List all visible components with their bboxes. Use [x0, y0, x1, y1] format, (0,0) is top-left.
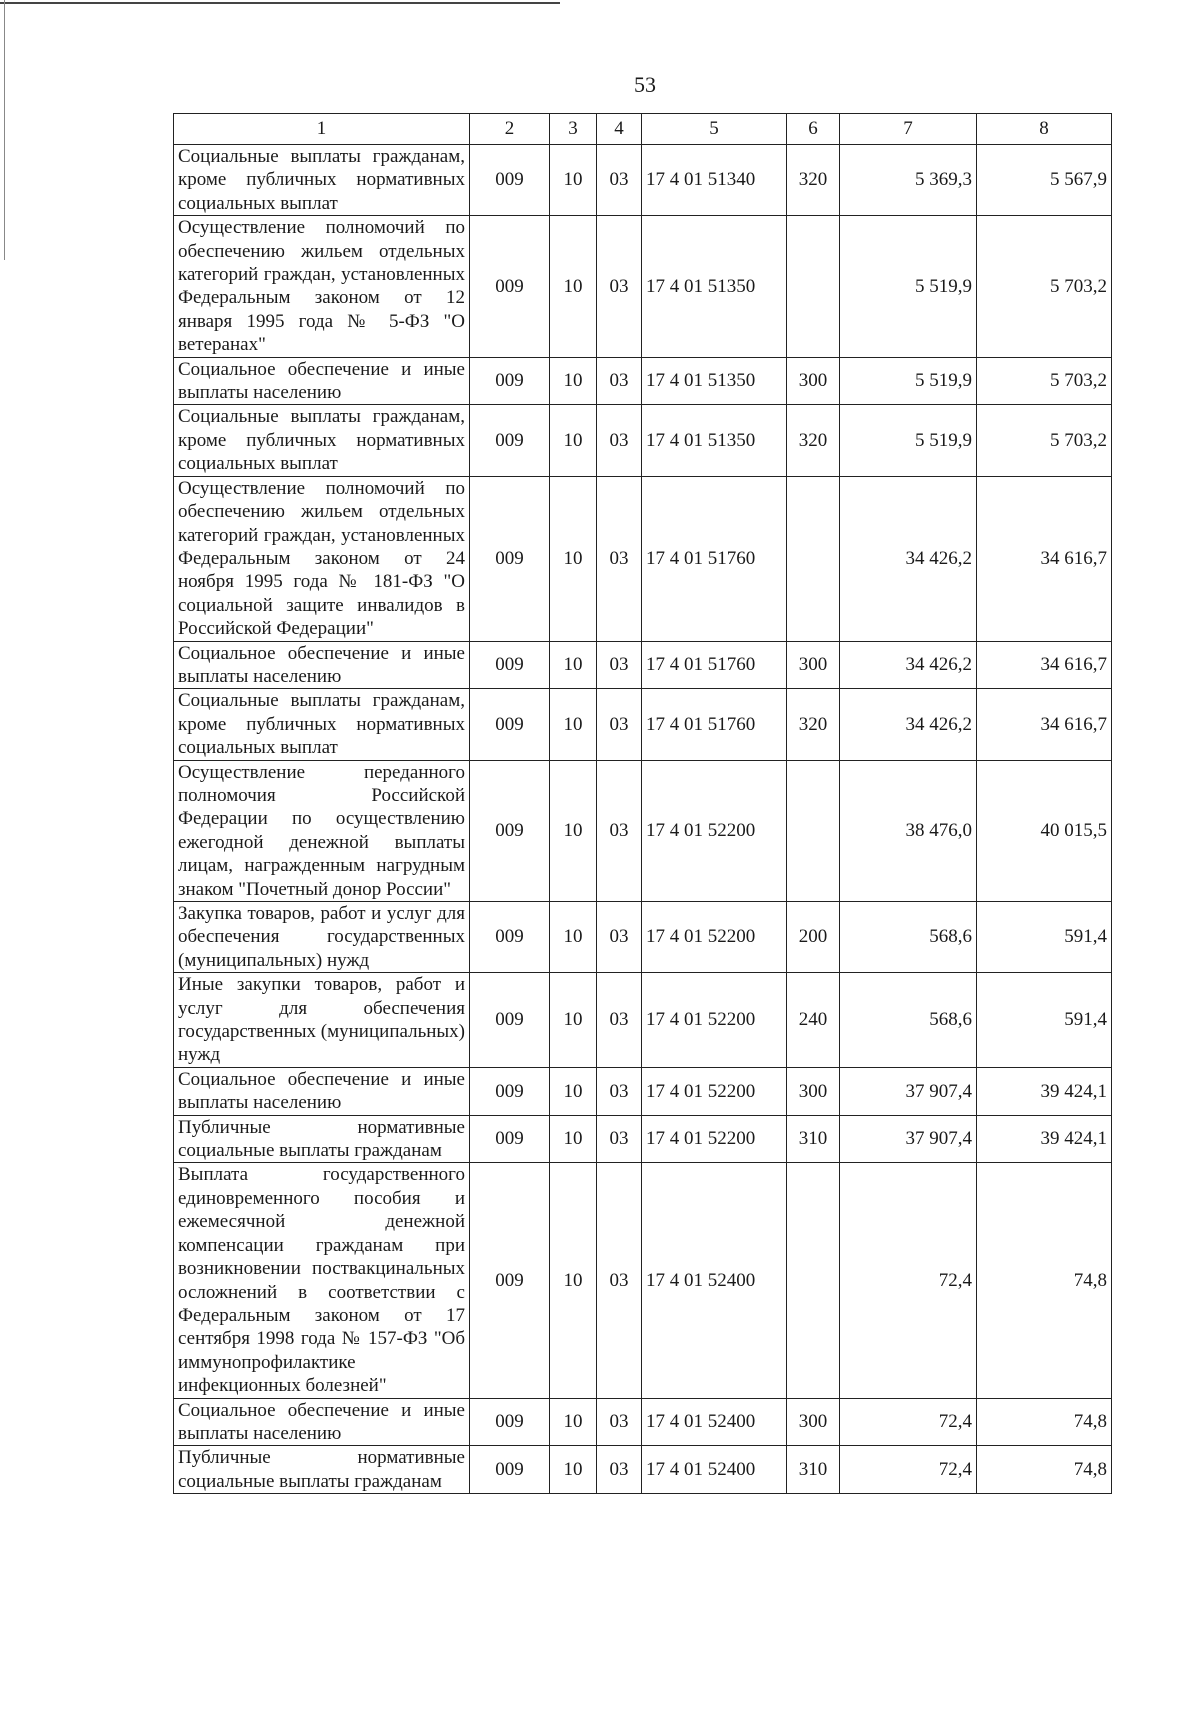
cell-admin-code: 009 [470, 1067, 550, 1115]
column-header: 4 [597, 114, 642, 145]
cell-target-article: 17 4 01 51760 [642, 476, 787, 641]
row-name-cell: Осуществление полномочий по обеспечению жильем отдельных категорий граждан, установленных Федеральным законом от 24 ноября 1995 года № 181-ФЗ "О социальной защите инвалидов в Российской Федерации" [174, 476, 470, 641]
cell-subsection: 03 [597, 641, 642, 689]
cell-admin-code: 009 [470, 689, 550, 760]
cell-admin-code: 009 [470, 1446, 550, 1494]
row-name-cell: Социальное обеспечение и иные выплаты населению [174, 641, 470, 689]
row-name-cell: Социальное обеспечение и иные выплаты населению [174, 357, 470, 405]
row-name-cell: Социальное обеспечение и иные выплаты населению [174, 1067, 470, 1115]
row-name-cell: Публичные нормативные социальные выплаты гражданам [174, 1446, 470, 1494]
cell-target-article: 17 4 01 52200 [642, 973, 787, 1068]
cell-section: 10 [550, 1446, 597, 1494]
cell-section: 10 [550, 641, 597, 689]
cell-subsection: 03 [597, 760, 642, 901]
cell-section: 10 [550, 973, 597, 1068]
cell-section: 10 [550, 405, 597, 476]
table-row [174, 1115, 1112, 1163]
cell-amount-year2: 34 616,7 [977, 476, 1112, 641]
table-row [174, 973, 1112, 1068]
table-row [174, 902, 1112, 973]
cell-admin-code: 009 [470, 1398, 550, 1446]
column-header: 2 [470, 114, 550, 145]
row-name-cell: Выплата государственного единовременного пособия и ежемесячной денежной компенсации гражданам при возникновении поствакцинальных осложнений в соответствии с Федеральным законом от 17 сентября 1998 года № 157-ФЗ "Об иммунопрофилактике инфекционных болезней" [174, 1163, 470, 1398]
cell-target-article: 17 4 01 52200 [642, 1115, 787, 1163]
cell-target-article: 17 4 01 51760 [642, 641, 787, 689]
cell-amount-year1: 568,6 [840, 973, 977, 1068]
cell-expense-type [787, 216, 840, 357]
row-name-cell: Социальные выплаты гражданам, кроме публичных нормативных социальных выплат [174, 145, 470, 216]
cell-subsection: 03 [597, 1067, 642, 1115]
cell-amount-year2: 74,8 [977, 1398, 1112, 1446]
cell-section: 10 [550, 902, 597, 973]
table-row [174, 405, 1112, 476]
cell-expense-type: 240 [787, 973, 840, 1068]
cell-amount-year2: 74,8 [977, 1446, 1112, 1494]
cell-amount-year1: 72,4 [840, 1163, 977, 1398]
cell-expense-type [787, 760, 840, 901]
cell-amount-year1: 568,6 [840, 902, 977, 973]
table-row [174, 357, 1112, 405]
cell-amount-year2: 5 703,2 [977, 357, 1112, 405]
row-name-cell: Публичные нормативные социальные выплаты гражданам [174, 1115, 470, 1163]
table-header-row [174, 114, 1112, 145]
cell-amount-year2: 591,4 [977, 902, 1112, 973]
cell-target-article: 17 4 01 51340 [642, 145, 787, 216]
column-header: 1 [174, 114, 470, 145]
column-header: 7 [840, 114, 977, 145]
cell-expense-type: 320 [787, 689, 840, 760]
cell-section: 10 [550, 760, 597, 901]
cell-subsection: 03 [597, 689, 642, 760]
cell-section: 10 [550, 216, 597, 357]
cell-amount-year2: 34 616,7 [977, 641, 1112, 689]
cell-amount-year2: 5 703,2 [977, 405, 1112, 476]
cell-amount-year1: 34 426,2 [840, 476, 977, 641]
cell-target-article: 17 4 01 52400 [642, 1398, 787, 1446]
cell-amount-year1: 72,4 [840, 1398, 977, 1446]
row-name-cell: Социальные выплаты гражданам, кроме публичных нормативных социальных выплат [174, 689, 470, 760]
cell-expense-type: 300 [787, 1398, 840, 1446]
cell-target-article: 17 4 01 51350 [642, 357, 787, 405]
cell-subsection: 03 [597, 405, 642, 476]
cell-section: 10 [550, 1163, 597, 1398]
row-name-cell: Социальное обеспечение и иные выплаты населению [174, 1398, 470, 1446]
cell-amount-year1: 5 519,9 [840, 405, 977, 476]
cell-amount-year2: 591,4 [977, 973, 1112, 1068]
table-row [174, 1163, 1112, 1398]
cell-amount-year1: 5 519,9 [840, 216, 977, 357]
cell-admin-code: 009 [470, 1163, 550, 1398]
cell-subsection: 03 [597, 1398, 642, 1446]
cell-amount-year2: 40 015,5 [977, 760, 1112, 901]
cell-amount-year2: 5 567,9 [977, 145, 1112, 216]
cell-admin-code: 009 [470, 641, 550, 689]
cell-section: 10 [550, 1115, 597, 1163]
cell-target-article: 17 4 01 52400 [642, 1446, 787, 1494]
cell-admin-code: 009 [470, 405, 550, 476]
cell-amount-year2: 5 703,2 [977, 216, 1112, 357]
cell-subsection: 03 [597, 973, 642, 1068]
cell-amount-year1: 34 426,2 [840, 641, 977, 689]
cell-target-article: 17 4 01 51760 [642, 689, 787, 760]
cell-amount-year1: 37 907,4 [840, 1067, 977, 1115]
table-body [174, 145, 1112, 1494]
cell-amount-year1: 5 369,3 [840, 145, 977, 216]
cell-subsection: 03 [597, 1115, 642, 1163]
cell-section: 10 [550, 476, 597, 641]
row-name-cell: Социальные выплаты гражданам, кроме публичных нормативных социальных выплат [174, 405, 470, 476]
cell-admin-code: 009 [470, 902, 550, 973]
cell-expense-type: 200 [787, 902, 840, 973]
table-row [174, 1398, 1112, 1446]
cell-subsection: 03 [597, 902, 642, 973]
cell-target-article: 17 4 01 52200 [642, 760, 787, 901]
page-number: 53 [634, 72, 656, 97]
cell-admin-code: 009 [470, 145, 550, 216]
cell-section: 10 [550, 1398, 597, 1446]
cell-amount-year1: 72,4 [840, 1446, 977, 1494]
cell-target-article: 17 4 01 52400 [642, 1163, 787, 1398]
cell-subsection: 03 [597, 476, 642, 641]
cell-expense-type: 300 [787, 357, 840, 405]
column-header: 3 [550, 114, 597, 145]
row-name-cell: Закупка товаров, работ и услуг для обеспечения государственных (муниципальных) нужд [174, 902, 470, 973]
row-name-cell: Осуществление полномочий по обеспечению жильем отдельных категорий граждан, установленных Федеральным законом от 12 января 1995 года № 5-ФЗ "О ветеранах" [174, 216, 470, 357]
table-row [174, 689, 1112, 760]
cell-expense-type [787, 476, 840, 641]
cell-admin-code: 009 [470, 357, 550, 405]
cell-subsection: 03 [597, 1446, 642, 1494]
cell-expense-type: 300 [787, 641, 840, 689]
cell-expense-type: 310 [787, 1115, 840, 1163]
cell-amount-year1: 37 907,4 [840, 1115, 977, 1163]
cell-target-article: 17 4 01 52200 [642, 1067, 787, 1115]
cell-expense-type: 320 [787, 145, 840, 216]
cell-admin-code: 009 [470, 760, 550, 901]
cell-amount-year1: 5 519,9 [840, 357, 977, 405]
cell-section: 10 [550, 145, 597, 216]
row-name-cell: Осуществление переданного полномочия Российской Федерации по осуществлению ежегодной денежной выплаты лицам, награжденным нагрудным знаком "Почетный донор России" [174, 760, 470, 901]
cell-target-article: 17 4 01 52200 [642, 902, 787, 973]
cell-section: 10 [550, 689, 597, 760]
cell-admin-code: 009 [470, 1115, 550, 1163]
cell-amount-year1: 38 476,0 [840, 760, 977, 901]
cell-subsection: 03 [597, 357, 642, 405]
table-row [174, 760, 1112, 901]
cell-amount-year2: 39 424,1 [977, 1067, 1112, 1115]
cell-expense-type [787, 1163, 840, 1398]
cell-subsection: 03 [597, 216, 642, 357]
cell-subsection: 03 [597, 145, 642, 216]
table-row [174, 216, 1112, 357]
cell-section: 10 [550, 1067, 597, 1115]
cell-amount-year1: 34 426,2 [840, 689, 977, 760]
table-row [174, 1067, 1112, 1115]
cell-expense-type: 320 [787, 405, 840, 476]
row-name-cell: Иные закупки товаров, работ и услуг для обеспечения государственных (муниципальных) нужд [174, 973, 470, 1068]
table-row [174, 145, 1112, 216]
scan-edge-line-left [4, 0, 5, 260]
cell-expense-type: 310 [787, 1446, 840, 1494]
table-row [174, 641, 1112, 689]
column-header: 8 [977, 114, 1112, 145]
budget-table [173, 113, 1112, 1494]
cell-target-article: 17 4 01 51350 [642, 216, 787, 357]
cell-target-article: 17 4 01 51350 [642, 405, 787, 476]
column-header: 6 [787, 114, 840, 145]
table-row [174, 476, 1112, 641]
cell-amount-year2: 39 424,1 [977, 1115, 1112, 1163]
cell-amount-year2: 34 616,7 [977, 689, 1112, 760]
table-row [174, 1446, 1112, 1494]
cell-expense-type: 300 [787, 1067, 840, 1115]
cell-admin-code: 009 [470, 216, 550, 357]
cell-section: 10 [550, 357, 597, 405]
cell-admin-code: 009 [470, 973, 550, 1068]
cell-amount-year2: 74,8 [977, 1163, 1112, 1398]
cell-subsection: 03 [597, 1163, 642, 1398]
column-header: 5 [642, 114, 787, 145]
scan-edge-line [0, 2, 560, 4]
cell-admin-code: 009 [470, 476, 550, 641]
